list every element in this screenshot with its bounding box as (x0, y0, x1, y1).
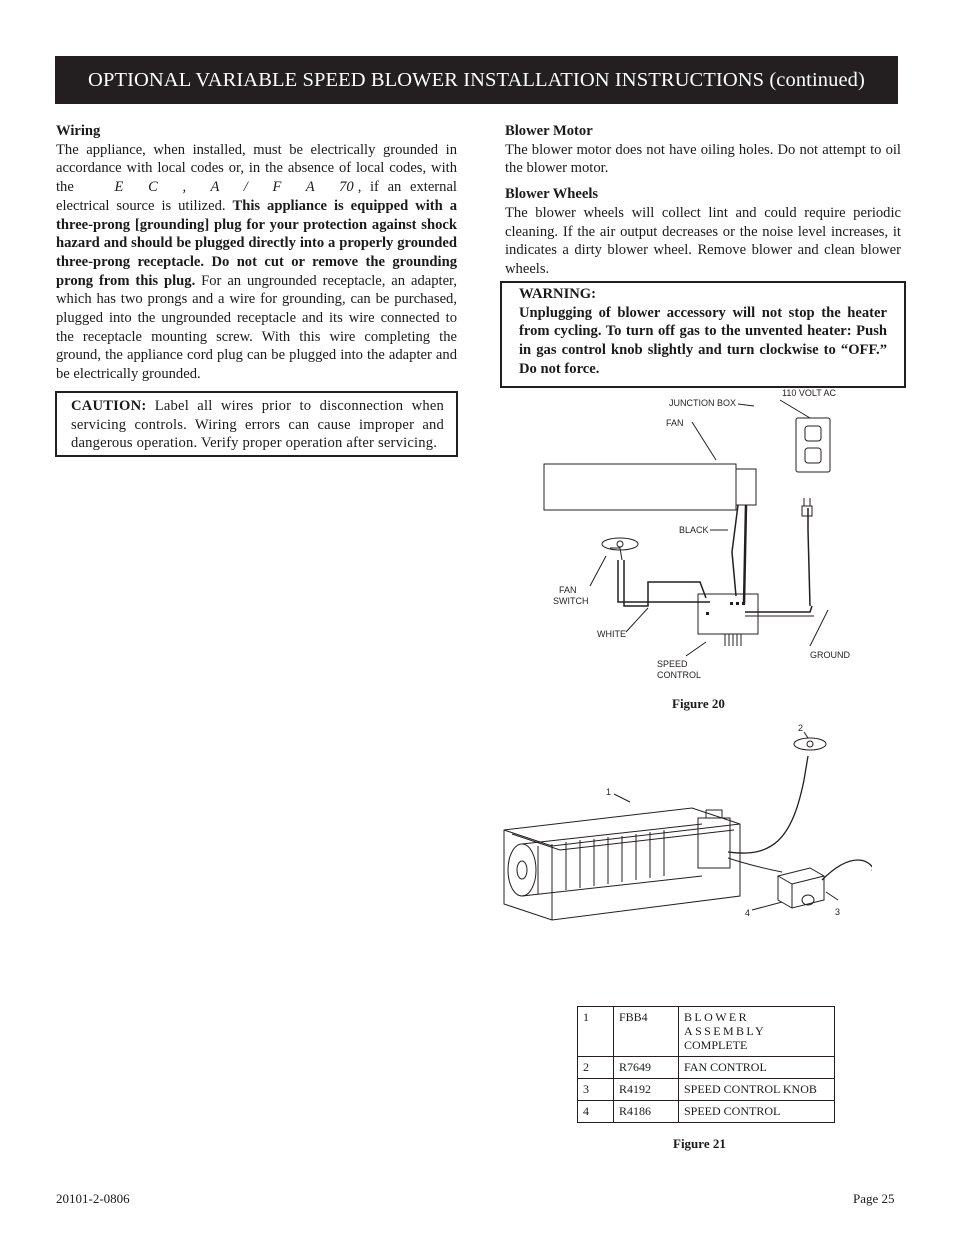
page-title: OPTIONAL VARIABLE SPEED BLOWER INSTALLATION INSTRUCTIONS (continued) (88, 68, 865, 91)
part-code: R4192 (614, 1079, 679, 1101)
figure-20-caption: Figure 20 (672, 696, 725, 711)
part-code: R7649 (614, 1057, 679, 1079)
table-row (578, 1079, 835, 1101)
heater-body (544, 464, 736, 510)
part-code: FBB4 (614, 1007, 679, 1057)
label-fan-switch-1: FAN (559, 585, 577, 595)
speed-control-part (778, 868, 824, 908)
blower-motor-text: The blower motor does not have oiling holes. Do not attempt to oil the blower motor. (505, 141, 901, 177)
blower-wheels-text: The blower wheels will collect lint and could require periodic cleaning. If the air output decreases or the noise level increases, it indicates a dirty blower wheel. Remove blower and clean blower wheels. (505, 204, 901, 277)
part-description: SPEED CONTROL (679, 1101, 835, 1123)
wiring-section (56, 122, 457, 384)
warning-label: WARNING: (519, 286, 597, 302)
blower-assembly-diagram (492, 720, 872, 925)
parts-table (577, 1006, 835, 1123)
label-speed-control-1: SPEED (657, 659, 688, 669)
blower-motor-heading: Blower Motor (505, 123, 593, 139)
callout-3: 3 (835, 907, 841, 917)
table-row (578, 1007, 835, 1057)
page-title-banner (55, 56, 898, 104)
doc-number: 20101-2-0806 (56, 1191, 130, 1206)
callout-1: 1 (606, 787, 612, 797)
figure-21-caption: Figure 21 (673, 1136, 726, 1151)
label-speed-control-2: CONTROL (657, 670, 702, 680)
callout-2: 2 (798, 723, 804, 733)
label-black: BLACK (679, 525, 709, 535)
wiring-heading: Wiring (56, 123, 101, 139)
label-junction-box: JUNCTION BOX (669, 398, 737, 408)
part-code: R4186 (614, 1101, 679, 1123)
part-description: FAN CONTROL (679, 1057, 835, 1079)
junction-box (736, 469, 756, 505)
part-description: SPEED CONTROL KNOB (679, 1079, 835, 1101)
wiring-paragraph (56, 141, 457, 384)
wiring-text-2: , if an external electrical source is utilized. (56, 179, 457, 214)
label-110-volt: 110 VOLT AC (782, 388, 837, 398)
caution-box (55, 391, 458, 457)
wiring-diagram (540, 384, 860, 684)
maintenance-section (505, 122, 901, 279)
part-number: 4 (578, 1101, 614, 1123)
label-white: WHITE (597, 629, 626, 639)
part-number: 1 (578, 1007, 614, 1057)
label-fan-switch-2: SWITCH (553, 596, 589, 606)
blower-wheels-heading: Blower Wheels (505, 186, 599, 203)
wiring-bold-text: This appliance is equipped with a three-prong [grounding] plug for your protection against shock hazard and should be plugged directly into a properly grounded three-prong receptacle. Do not cut or remove the grounding prong from this plug. (56, 197, 458, 289)
part-number: 3 (578, 1079, 614, 1101)
caution-label: CAUTION: (71, 398, 147, 414)
part-description-line-2: COMPLETE (684, 1038, 748, 1052)
wiring-text-1: The appliance, when installed, must be electrically grounded in accordance with local codes or, in the absence of local codes, with the (56, 141, 457, 196)
wiring-code-reference: E C , A / F A 70 (114, 179, 354, 196)
part-description-line: BLOWER ASSEMBLY (684, 1010, 767, 1038)
fan-control-part (794, 738, 826, 750)
page-number: Page 25 (853, 1191, 895, 1206)
callout-4: 4 (745, 908, 751, 918)
warning-text: Unplugging of blower accessory will not stop the heater from cycling. To turn off gas to the unvented heater: Push in gas control knob slightly and turn clockwise to “OFF.” Do not force. (519, 304, 887, 377)
part-description (679, 1007, 835, 1057)
part-number: 2 (578, 1057, 614, 1079)
label-ground: GROUND (810, 650, 850, 660)
table-row (578, 1101, 835, 1123)
label-fan: FAN (666, 418, 684, 428)
wiring-text-3: For an ungrounded receptacle, an adapter, which has two prongs and a wire for grounding, can be purchased, plugged into the ungrounded receptacle and its wire connected to the receptacle mounting screw. With this wire completing the ground, the appliance cord plug can be plugged into the adapter and be electrically grounded. (56, 272, 457, 383)
caution-text: Label all wires prior to disconnection when servicing controls. Wiring errors can cause improper and dangerous operation. Verify proper operation after servicing. (71, 398, 444, 452)
table-row (578, 1057, 835, 1079)
warning-box (500, 281, 906, 388)
blower-wheel-end (508, 844, 536, 896)
